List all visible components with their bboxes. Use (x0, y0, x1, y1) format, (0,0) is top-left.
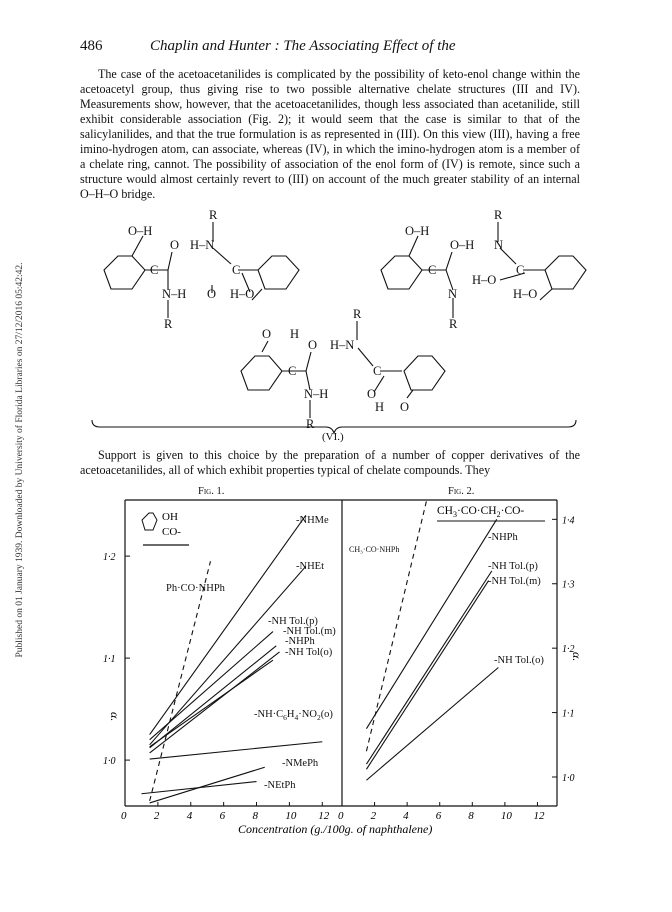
paragraph-copper-derivatives: Support is given to this choice by the preparation of a number of copper derivatives of the acetoacetanilides, all of which exhibit properties typical of chelate compounds. They (80, 448, 580, 477)
label-sub: 2 (316, 713, 321, 722)
header-sub: 2 (496, 510, 501, 519)
label-part: (o) (320, 709, 333, 720)
fig1-series-line (150, 660, 273, 747)
structure-label: (VI.) (322, 431, 344, 443)
atom-label: R (209, 208, 218, 222)
atom-label: O–H (128, 224, 153, 238)
label-ch3conhph: CH₃·CO·NHPh (349, 545, 400, 554)
atom-label: C (428, 263, 437, 277)
fig2-y-tick-label: 1·0 (562, 773, 575, 785)
atom-label: R (449, 317, 458, 331)
fig2-x-tick-label: 12 (533, 810, 545, 822)
paragraph-keto-enol: The case of the acetoacetanilides is complicated by the possibility of keto-enol change within the acetoacetyl group, thus giving rise to two possible alternative chelate structures (III and IV). Measurements show, however, that the acetoacetanilides, though less associated than acetanilide, still exhibit considerable association (Fig. 2); it would seem that the case is similar to that of the salicylanilides, and that the true formulation is as represented in (III). On this view (III), having a free imino-hydrogen atom, can associate, whereas (IV), in which the imino-hydrogen atom is a member of a chelate ring, cannot. The possibility of association of the enol form of (IV) is remote, since such a structure would almost certainly revert to (III) on account of the much greater stability of an internal O–H–O bridge. (80, 67, 580, 201)
fig2-series-line (366, 581, 488, 770)
key-oh: OH (162, 511, 178, 523)
fig1-y-tick-label: 1·0 (103, 756, 116, 768)
header-part: CH (437, 505, 453, 517)
fig2-y-tick-label: 1·4 (562, 515, 575, 527)
atom-label: C (373, 364, 382, 378)
atom-label: N–H (162, 287, 187, 301)
fig2-header (437, 505, 545, 521)
atom-label: O (308, 338, 318, 352)
fig2-x-tick-label: 8 (468, 810, 474, 822)
label-tolm-2: -NH Tol.(m) (488, 576, 541, 587)
fig1-structure-key (142, 511, 189, 545)
atom-label: O (367, 387, 377, 401)
fig1-series-line (150, 742, 323, 759)
header-part: ·CO·CH (456, 505, 497, 517)
fig1-series-line (150, 652, 280, 753)
fig2-x-tick-label: 2 (370, 810, 377, 822)
fig1-x-tick-label: 10 (285, 810, 297, 822)
fig2-series-line (366, 667, 498, 780)
label-nhme: -NHMe (296, 515, 329, 526)
fig1-x-tick-label: 8 (252, 810, 259, 822)
label-phconhph: Ph·CO·NHPh (166, 583, 225, 594)
fig2-y-tick-label: 1·1 (562, 708, 575, 720)
label-netph: -NEtPh (264, 780, 296, 791)
fig2-series-line (366, 571, 491, 764)
page-number: 486 (80, 38, 103, 54)
atom-label: O–H (450, 238, 475, 252)
atom-label: H (290, 327, 300, 341)
fig1-x-tick-label: 2 (153, 810, 160, 822)
label-tolm: -NH Tol.(m) (283, 626, 336, 637)
label-tolo-2: -NH Tol.(o) (494, 655, 544, 666)
label-nhet: -NHEt (296, 561, 324, 572)
fig1-series-line (150, 561, 211, 801)
fig2-title: Fig. 2. (448, 486, 475, 497)
label-nhph-2: -NHPh (488, 532, 518, 543)
fig1-series-line (150, 767, 265, 803)
x-axis-label: Concentration (g./100g. of naphthalene) (238, 822, 433, 836)
fig2-y-axis-label: α. (570, 652, 584, 662)
fig2-x-tick-label: 6 (435, 810, 442, 822)
fig2-axes (338, 515, 584, 822)
atom-label: R (353, 307, 362, 321)
atom-label: O (207, 287, 217, 301)
label-tolo: -NH Tol(o) (285, 647, 333, 658)
fig1-series-line (141, 782, 256, 794)
atom-label: C (150, 263, 159, 277)
atom-label: O–H (405, 224, 430, 238)
fig1-x-tick-label: 0 (121, 810, 127, 822)
atom-label: N (448, 287, 458, 301)
fig1-x-tick-label: 4 (186, 810, 193, 822)
fig1-series-line (150, 646, 277, 748)
fig2-x-tick-label: 0 (338, 810, 344, 822)
fig2-y-tick-label: 1·3 (562, 579, 575, 591)
atom-label: H–N (330, 338, 355, 352)
atom-label: O (170, 238, 180, 252)
label-tolp-2: -NH Tol.(p) (488, 561, 538, 572)
fig2-x-tick-label: 4 (403, 810, 409, 822)
atom-label: R (306, 417, 315, 431)
atom-label: H–O (230, 287, 255, 301)
label-nitro (254, 709, 333, 722)
fig1-y-axis-label: α. (108, 712, 122, 722)
header-part: ·CO- (500, 505, 525, 517)
atom-label: O (262, 327, 272, 341)
label-sub: 6 (283, 713, 287, 722)
provenance-note: Published on 01 January 1939. Downloaded by University of Florida Libraries on 27/12/2016 05:42:42. (15, 262, 25, 658)
atom-label: H–O (513, 287, 538, 301)
atom-label: C (232, 263, 241, 277)
fig1-title: Fig. 1. (198, 486, 225, 497)
fig2-y-tick-label: 1·2 (562, 644, 575, 656)
fig1-x-tick-label: 6 (219, 810, 226, 822)
fig1-y-tick-label: 1·2 (103, 552, 116, 564)
atom-label: H–O (472, 273, 497, 287)
label-nmeph: -NMePh (282, 758, 319, 769)
label-part: ·NO (298, 709, 317, 720)
header-sub: 3 (452, 510, 457, 519)
fig2-x-tick-label: 10 (500, 810, 512, 822)
label-sub: 4 (294, 713, 299, 722)
atom-label: C (516, 263, 525, 277)
fig1-y-tick-label: 1·1 (103, 654, 116, 666)
running-title: Chaplin and Hunter : The Associating Effect of the (150, 38, 456, 54)
atom-label: O (400, 400, 410, 414)
label-tolp: -NH Tol.(p) (268, 616, 318, 627)
atom-label: H (375, 400, 385, 414)
label-part: -NH·C (254, 709, 284, 720)
atom-label: N–H (304, 387, 329, 401)
label-nhph: -NHPh (285, 636, 315, 647)
atom-label: R (494, 208, 503, 222)
atom-label: R (164, 317, 173, 331)
atom-label: C (288, 364, 297, 378)
svg-text:CH3·CO·CH2·CO- (437, 505, 524, 519)
label-part: H (286, 709, 295, 720)
key-co: CO- (162, 526, 181, 538)
fig2-plot (366, 500, 498, 780)
atom-label: H–N (190, 238, 215, 252)
atom-label: N (494, 238, 504, 252)
fig1-x-tick-label: 12 (318, 810, 330, 822)
